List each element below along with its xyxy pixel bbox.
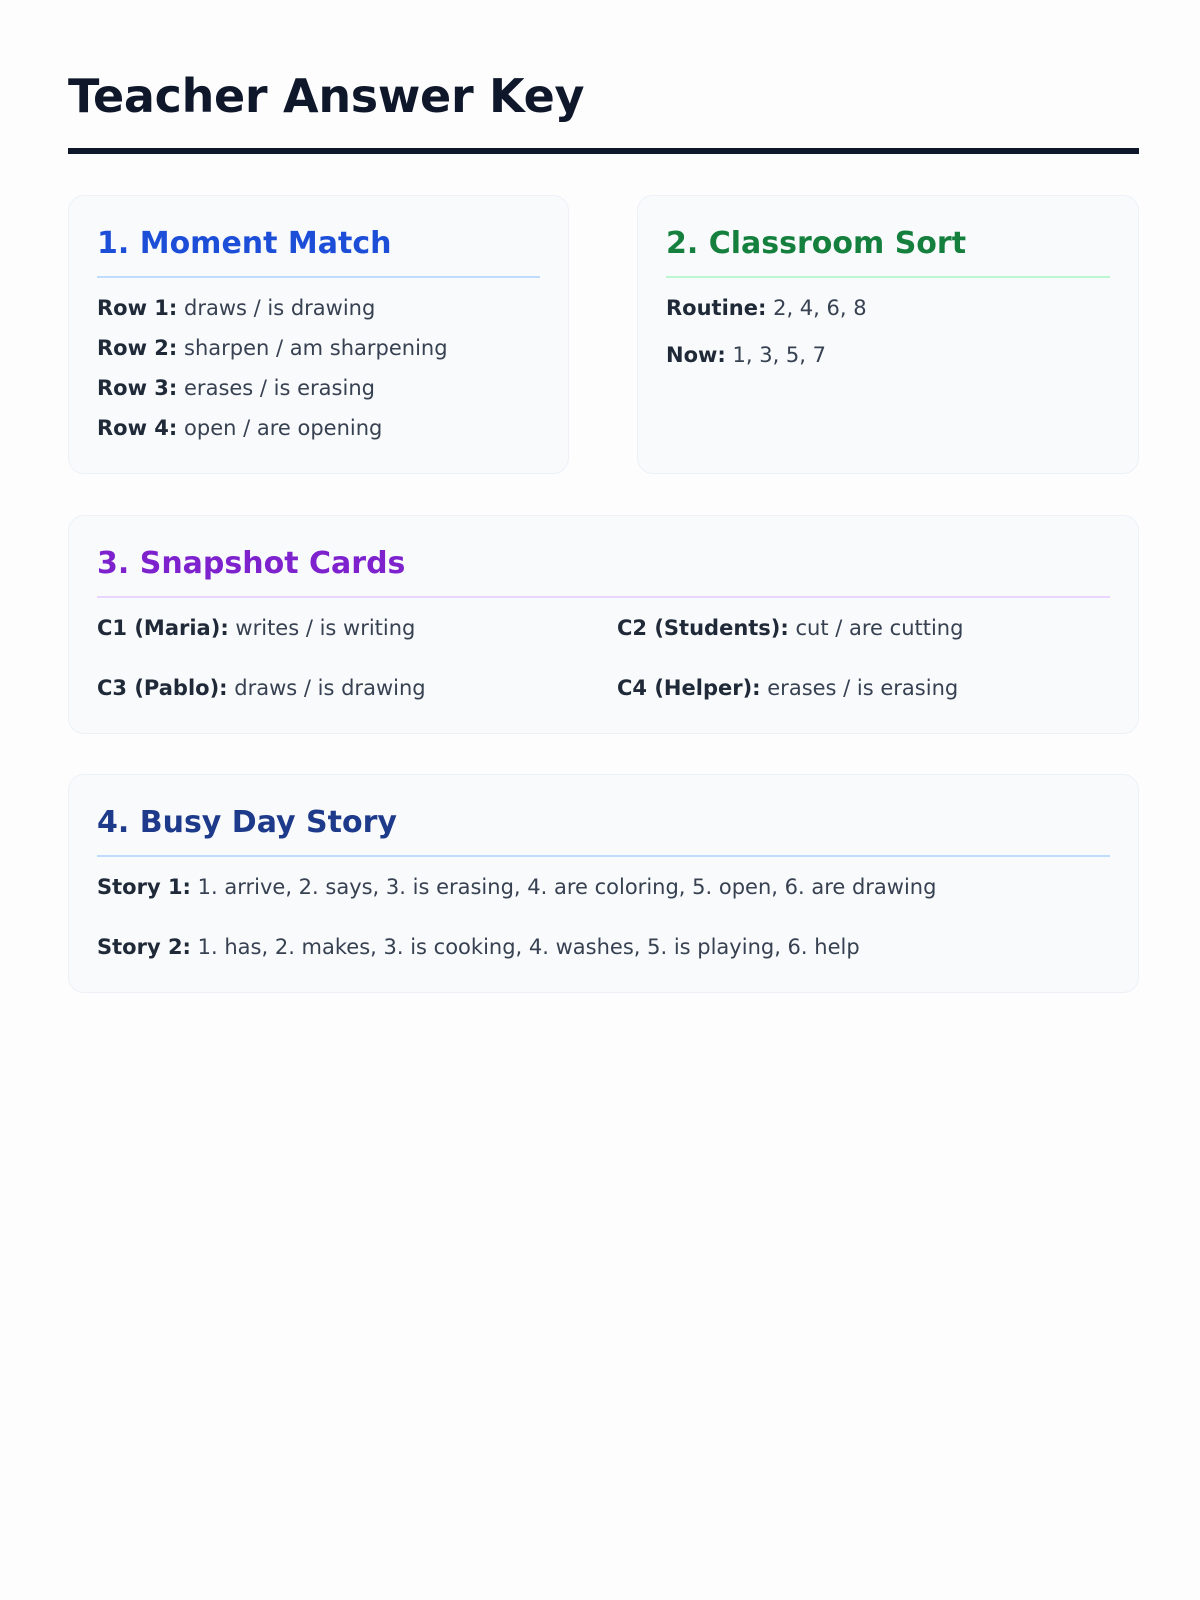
busy-day-story-list (97, 873, 1110, 961)
snapshot-card-1 (97, 614, 617, 642)
card-label: C2 (Students): (617, 616, 789, 640)
classroom-sort-heading: 2. Classroom Sort (666, 224, 1110, 278)
story-label: Story 1: (97, 875, 191, 899)
card-answer: draws / is drawing (234, 676, 426, 700)
moment-match-row-2 (97, 334, 540, 362)
story-answer: 1. arrive, 2. says, 3. is erasing, 4. are coloring, 5. open, 6. are drawing (197, 875, 937, 899)
snapshot-cards-card (68, 515, 1139, 734)
card-answer: cut / are cutting (795, 616, 964, 640)
story-2-answers (97, 933, 1110, 961)
moment-match-row-1 (97, 294, 540, 322)
story-1-answers (97, 873, 1110, 901)
snapshot-cards-grid (97, 614, 1110, 702)
row-answer: 1, 3, 5, 7 (732, 343, 826, 367)
row-label: Row 4: (97, 416, 178, 440)
moment-match-row-4 (97, 414, 540, 442)
title-divider (68, 148, 1139, 154)
snapshot-card-2 (617, 614, 1117, 642)
card-label: C4 (Helper): (617, 676, 761, 700)
classroom-sort-list (666, 294, 1110, 369)
story-answer: 1. has, 2. makes, 3. is cooking, 4. washes, 5. is playing, 6. help (197, 935, 860, 959)
card-label: C3 (Pablo): (97, 676, 228, 700)
busy-day-story-card (68, 774, 1139, 993)
snapshot-card-4 (617, 674, 1117, 702)
row-answer: open / are opening (184, 416, 383, 440)
classroom-sort-routine (666, 294, 1110, 322)
story-label: Story 2: (97, 935, 191, 959)
card-label: C1 (Maria): (97, 616, 229, 640)
classroom-sort-now (666, 341, 1110, 369)
classroom-sort-card (637, 195, 1139, 474)
row-label: Row 3: (97, 376, 178, 400)
row-answer: erases / is erasing (184, 376, 375, 400)
row-answer: sharpen / am sharpening (184, 336, 448, 360)
snapshot-card-3 (97, 674, 617, 702)
page-title: Teacher Answer Key (68, 69, 585, 123)
moment-match-row-3 (97, 374, 540, 402)
row-label: Routine: (666, 296, 767, 320)
row-label: Now: (666, 343, 726, 367)
row-answer: draws / is drawing (184, 296, 376, 320)
row-label: Row 2: (97, 336, 178, 360)
card-answer: writes / is writing (235, 616, 416, 640)
busy-day-story-heading: 4. Busy Day Story (97, 803, 1110, 857)
card-answer: erases / is erasing (767, 676, 959, 700)
row-label: Row 1: (97, 296, 178, 320)
moment-match-card (68, 195, 569, 474)
moment-match-heading: 1. Moment Match (97, 224, 540, 278)
snapshot-cards-heading: 3. Snapshot Cards (97, 544, 1110, 598)
moment-match-list (97, 294, 540, 442)
row-answer: 2, 4, 6, 8 (773, 296, 867, 320)
